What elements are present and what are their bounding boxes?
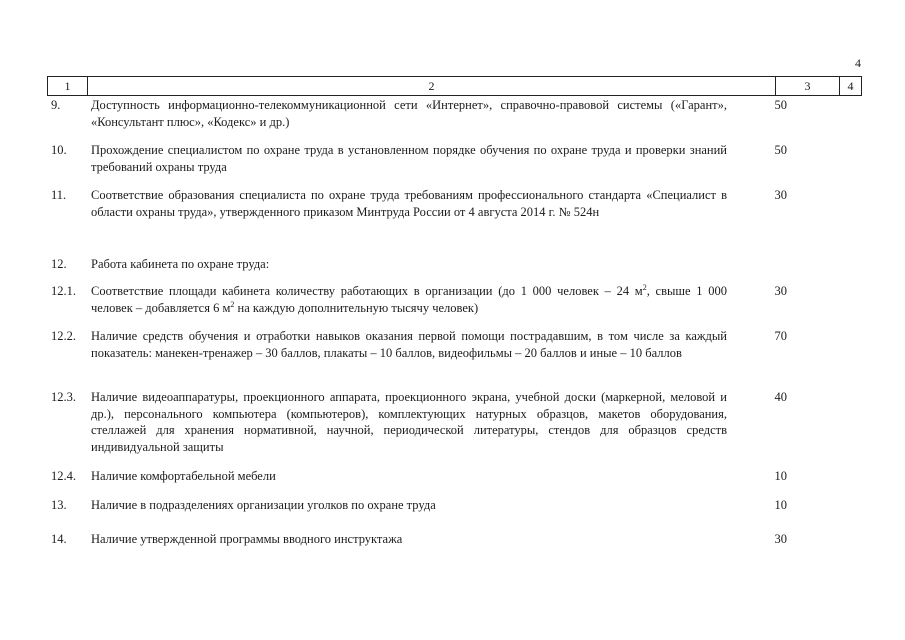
row-score: 30 [774,284,787,298]
table-header-row [47,76,862,96]
row-col4 [815,328,862,361]
table-row [47,497,862,514]
row-text-part: , свыше 1 000 человек – добавляется 6 м [91,284,727,315]
superscript: 2 [230,299,235,309]
row-score: 50 [774,143,787,157]
row-score: 10 [774,469,787,483]
row-text: Наличие видеоаппаратуры, проекционного аппарата, проекционного экрана, учебной доски (маркерной, меловой и др.), персонального компьютера (компьютеров), комплектующих натурных образцов, макетов оборудования, стеллажей для хранения нормативной, научной, периодической литературы, стендов для образцов средств индивидуальной защиты [91,390,727,454]
row-number: 11. [51,188,67,202]
row-col4 [815,283,862,316]
row-col4 [815,142,862,175]
row-text: Наличие средств обучения и отработки навыков оказания первой помощи пострадавшим, в том числе за каждый показатель: манекен-тренажер – 30 баллов, плакаты – 10 баллов, видеофильмы – 20 баллов и иные – 10 баллов [91,329,727,360]
header-col-4: 4 [847,78,854,93]
row-text: Наличие в подразделениях организации уголков по охране труда [91,498,436,512]
row-col4 [815,389,862,455]
row-text-part: Соответствие площади кабинета количеству работающих в организации (до 1 000 человек – 24 м [91,284,643,298]
row-col4 [815,97,862,130]
page-number: 4 [855,56,861,70]
row-score: 10 [774,498,787,512]
row-number: 13. [51,498,67,512]
row-number: 14. [51,532,67,546]
row-col4 [815,187,862,220]
row-col4 [815,256,862,273]
table-row [47,256,862,273]
table-row [47,142,862,175]
row-score: 50 [774,98,787,112]
row-score: 30 [774,188,787,202]
row-text: Работа кабинета по охране труда: [91,257,270,271]
row-score: 70 [774,329,787,343]
table-row [47,187,862,220]
row-number: 12.1. [51,284,76,298]
row-text [87,283,727,316]
row-score: 40 [774,390,787,404]
row-number: 12.3. [51,390,76,404]
row-score [735,256,815,273]
header-col-1: 1 [48,77,88,95]
row-text: Наличие комфортабельной мебели [91,469,276,483]
table-row [47,328,862,361]
row-number: 12.2. [51,329,76,343]
row-col4 [815,468,862,485]
table-row [47,389,862,455]
row-text: Соответствие образования специалиста по охране труда требованиям профессионального стандарта «Специалист в области охраны труда», утвержденного приказом Минтруда России от 4 августа 2014 г. № 524н [91,188,727,219]
row-text: Наличие утвержденной программы вводного инструктажа [91,532,403,546]
row-col4 [815,531,862,548]
header-col-2: 2 [88,77,776,95]
table-row [47,468,862,485]
table-row [47,97,862,130]
row-text: Прохождение специалистом по охране труда в установленном порядке обучения по охране труда и проверки знаний требований охраны труда [91,143,727,174]
table-row [47,531,862,548]
header-col-3: 3 [776,77,840,95]
table-row [47,283,862,316]
superscript: 2 [642,282,647,292]
row-number: 12.4. [51,469,76,483]
row-text-part: на каждую дополнительную тысячу человек) [234,300,479,315]
row-text: Доступность информационно-телекоммуникационной сети «Интернет», справочно-правовой системы («Гарант», «Консультант плюс», «Кодекс» и др.) [91,98,727,129]
row-number: 12. [51,257,67,271]
row-score: 30 [774,532,787,546]
row-number: 10. [51,143,67,157]
row-col4 [815,497,862,514]
row-number: 9. [51,98,61,112]
